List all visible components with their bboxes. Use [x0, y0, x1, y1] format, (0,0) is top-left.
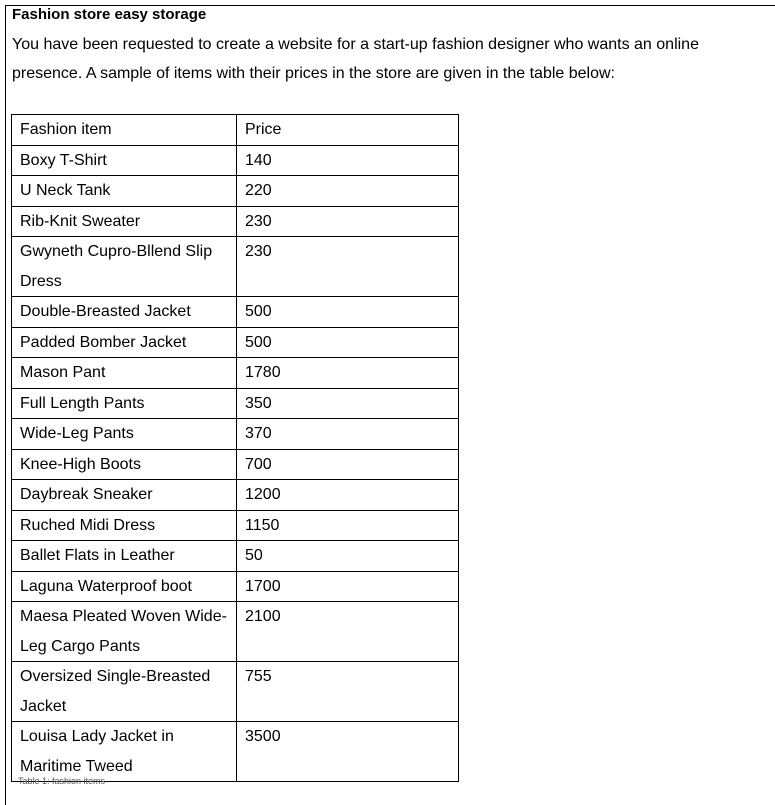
price-cell: 500 [237, 327, 459, 358]
price-cell: 350 [237, 388, 459, 419]
table-row [12, 541, 459, 572]
table-row [12, 327, 459, 358]
price-cell: 230 [237, 237, 459, 297]
item-cell: Double-Breasted Jacket [12, 297, 237, 328]
item-cell: Daybreak Sneaker [12, 480, 237, 511]
table-row [12, 480, 459, 511]
item-cell: U Neck Tank [12, 176, 237, 207]
item-cell: Full Length Pants [12, 388, 237, 419]
table-row [12, 388, 459, 419]
price-cell: 1780 [237, 358, 459, 389]
table-row [12, 449, 459, 480]
table-row [12, 602, 459, 662]
column-header-item: Fashion item [12, 115, 237, 146]
item-cell: Boxy T-Shirt [12, 145, 237, 176]
table-row [12, 571, 459, 602]
item-cell: Knee-High Boots [12, 449, 237, 480]
intro-line: You have been requested to create a website for a start-up fashion designer who wants an online [12, 36, 699, 53]
price-cell: 220 [237, 176, 459, 207]
item-cell: Ruched Midi Dress [12, 510, 237, 541]
item-cell: Laguna Waterproof boot [12, 571, 237, 602]
price-cell: 50 [237, 541, 459, 572]
item-cell: Oversized Single-Breasted Jacket [12, 662, 237, 722]
price-cell: 2100 [237, 602, 459, 662]
table-row [12, 206, 459, 237]
fashion-items-table [11, 114, 459, 782]
document-title: Fashion store easy storage [12, 6, 207, 23]
price-cell: 700 [237, 449, 459, 480]
item-cell: Ballet Flats in Leather [12, 541, 237, 572]
table-row [12, 662, 459, 722]
column-header-price: Price [237, 115, 459, 146]
price-cell: 230 [237, 206, 459, 237]
table-row [12, 237, 459, 297]
item-cell: Maesa Pleated Woven Wide-Leg Cargo Pants [12, 602, 237, 662]
item-cell: Padded Bomber Jacket [12, 327, 237, 358]
item-cell: Gwyneth Cupro-Bllend Slip Dress [12, 237, 237, 297]
table-row [12, 358, 459, 389]
table-row [12, 145, 459, 176]
table-row [12, 419, 459, 450]
price-cell: 3500 [237, 722, 459, 782]
intro-line: presence. A sample of items with their prices in the store are given in the table below: [12, 64, 615, 82]
item-cell: Louisa Lady Jacket in Maritime Tweed [12, 722, 237, 782]
table-caption: Table 1: fashion items [18, 776, 106, 786]
price-cell: 370 [237, 419, 459, 450]
table-row [12, 722, 459, 782]
price-cell: 1200 [237, 480, 459, 511]
price-cell: 1700 [237, 571, 459, 602]
item-cell: Mason Pant [12, 358, 237, 389]
price-cell: 500 [237, 297, 459, 328]
price-cell: 1150 [237, 510, 459, 541]
price-cell: 755 [237, 662, 459, 722]
table-row [12, 176, 459, 207]
intro-paragraph [12, 31, 752, 88]
table-header-row [12, 115, 459, 146]
table-row [12, 510, 459, 541]
item-cell: Rib-Knit Sweater [12, 206, 237, 237]
item-cell: Wide-Leg Pants [12, 419, 237, 450]
price-cell: 140 [237, 145, 459, 176]
table-row [12, 297, 459, 328]
